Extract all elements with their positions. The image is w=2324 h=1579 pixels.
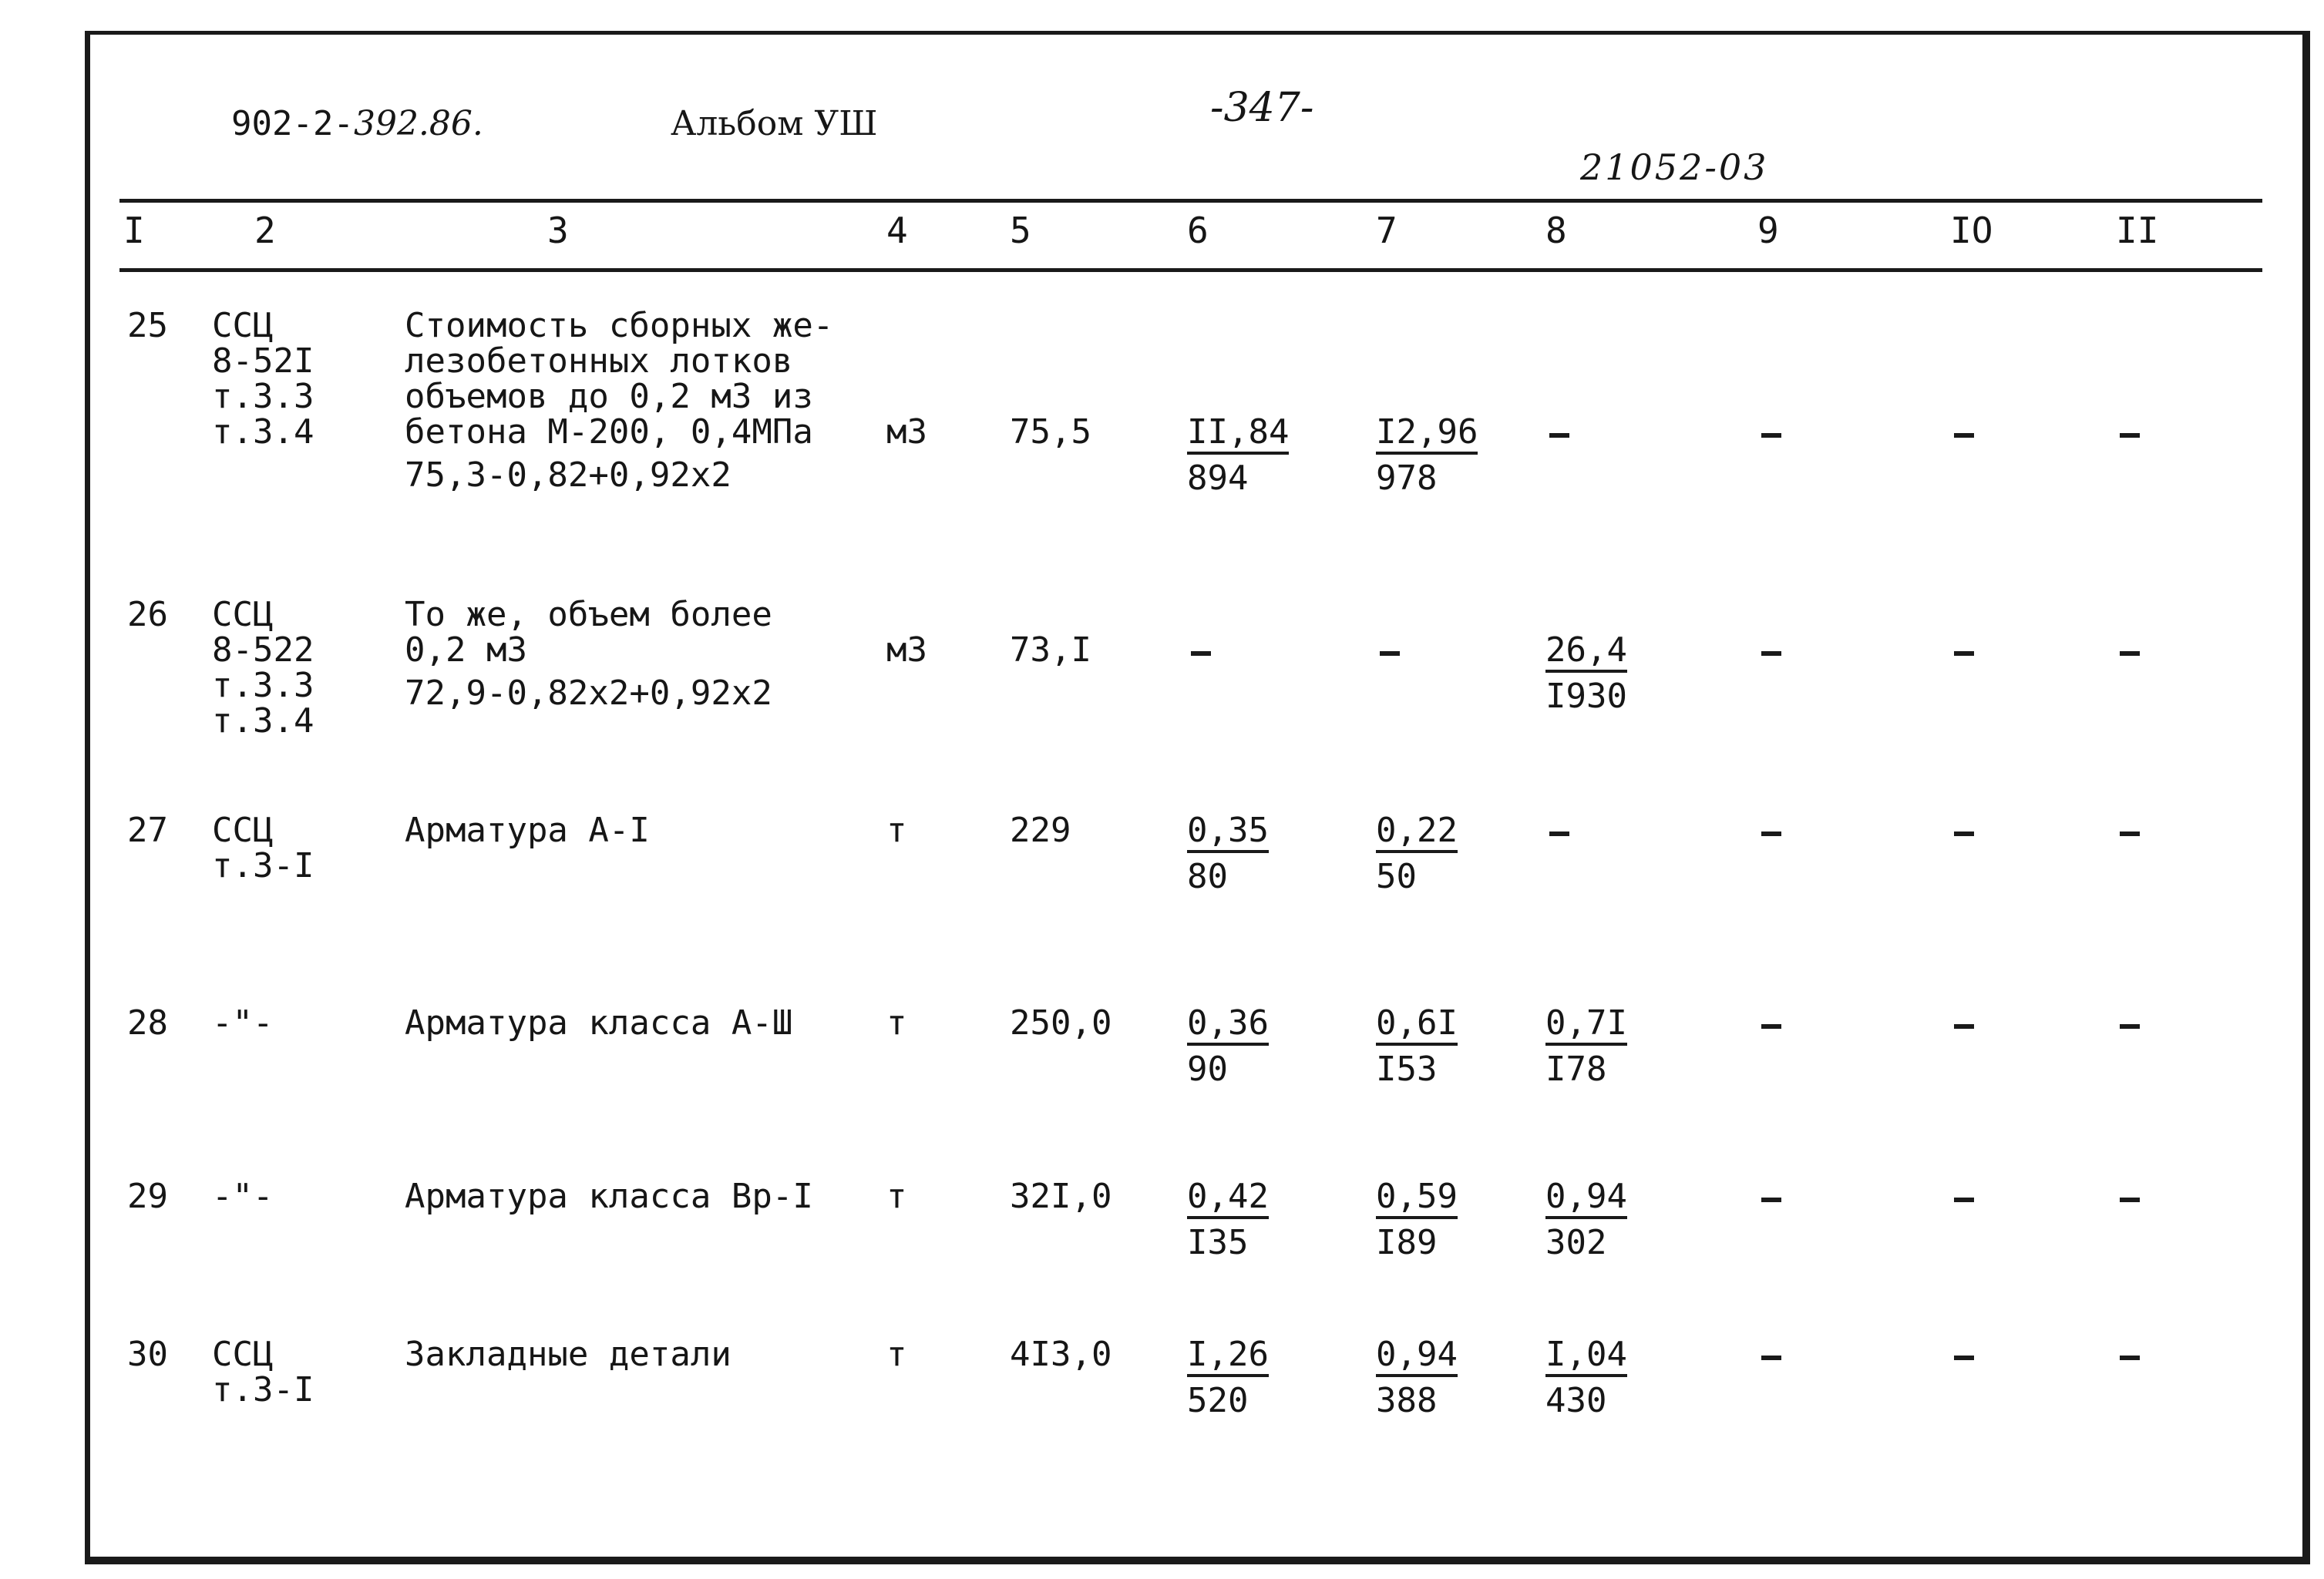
row-c7-value-numerator: I2,96 xyxy=(1376,415,1478,455)
row-description: Арматура А-I xyxy=(405,811,650,850)
row-c8-dash xyxy=(1549,831,1569,836)
row-c7-value-numerator: 0,6I xyxy=(1376,1006,1458,1046)
row-c7-value-denominator: 388 xyxy=(1376,1381,1438,1420)
row-c6-value-numerator: 0,36 xyxy=(1187,1006,1269,1046)
row-c7-value xyxy=(1376,412,1478,498)
row-c10-dash xyxy=(1954,1356,1974,1360)
row-c8-dash xyxy=(1549,433,1569,438)
row-reference: -"- xyxy=(212,1003,274,1043)
row-c7-value xyxy=(1376,1179,1458,1261)
row-c9-dash xyxy=(1761,433,1781,438)
project-code-handwritten: 392.86. xyxy=(353,104,483,143)
row-c7-value-numerator: 0,94 xyxy=(1376,1337,1458,1377)
row-reference: ССЦ 8-522 т.3.3 т.3.4 xyxy=(212,595,314,741)
page-number: -347- xyxy=(1210,85,1314,131)
row-reference: -"- xyxy=(212,1177,274,1216)
row-number: 28 xyxy=(127,1003,168,1043)
row-c8-value-denominator: I930 xyxy=(1545,677,1627,716)
row-formula: 75,3-0,82+0,92х2 xyxy=(405,455,732,495)
row-c7-dash xyxy=(1380,651,1400,656)
row-c6-value-denominator: 80 xyxy=(1187,857,1228,896)
row-c6-value-denominator: 90 xyxy=(1187,1050,1228,1089)
row-c8-value-numerator: 0,94 xyxy=(1545,1179,1627,1219)
header-bottom-rule xyxy=(119,268,2262,272)
row-unit: м3 xyxy=(886,412,927,452)
column-number-2: 2 xyxy=(254,210,276,251)
row-unit: т xyxy=(886,1177,907,1216)
column-number-11: II xyxy=(2116,210,2159,251)
row-c6-value xyxy=(1187,813,1269,895)
row-c6-value-denominator: I35 xyxy=(1187,1223,1249,1262)
row-formula: 72,9-0,82х2+0,92х2 xyxy=(405,674,772,713)
row-number: 26 xyxy=(127,595,168,634)
row-quantity: 75,5 xyxy=(1010,412,1091,452)
column-number-8: 8 xyxy=(1545,210,1567,251)
row-c6-value-numerator: 0,35 xyxy=(1187,813,1269,853)
row-unit: т xyxy=(886,1335,907,1374)
row-unit: т xyxy=(886,1003,907,1043)
row-c9-dash xyxy=(1761,1356,1781,1360)
row-c6-value xyxy=(1187,1337,1269,1419)
row-c8-value xyxy=(1545,1003,1627,1089)
row-c9-dash xyxy=(1761,651,1781,656)
row-c8-value-numerator: 0,7I xyxy=(1545,1006,1627,1046)
row-c6-dash xyxy=(1191,651,1211,656)
row-description: Арматура класса Вр-I xyxy=(405,1177,813,1216)
row-c11-dash xyxy=(2120,1024,2140,1029)
row-c7-value-denominator: I89 xyxy=(1376,1223,1438,1262)
row-unit: м3 xyxy=(886,630,927,670)
row-c8-value-denominator: 302 xyxy=(1545,1223,1607,1262)
column-number-1: I xyxy=(123,210,145,251)
row-c7-value xyxy=(1376,813,1458,895)
row-c6-value-numerator: 0,42 xyxy=(1187,1179,1269,1219)
row-c11-dash xyxy=(2120,1198,2140,1202)
row-c10-dash xyxy=(1954,651,1974,656)
row-c6-value-denominator: 520 xyxy=(1187,1381,1249,1420)
row-c7-value xyxy=(1376,1003,1458,1089)
row-c7-value xyxy=(1376,1337,1458,1419)
row-c6-value-numerator: I,26 xyxy=(1187,1337,1269,1377)
row-c7-value-denominator: 50 xyxy=(1376,857,1417,896)
album-label: Альбом УШ xyxy=(671,104,878,143)
row-description: То же, объем более 0,2 м3 xyxy=(405,595,772,670)
column-number-4: 4 xyxy=(886,210,908,251)
row-description: Закладные детали xyxy=(405,1335,732,1374)
row-c10-dash xyxy=(1954,1024,1974,1029)
row-c6-value xyxy=(1187,412,1290,498)
row-number: 27 xyxy=(127,811,168,850)
column-number-9: 9 xyxy=(1757,210,1779,251)
row-c10-dash xyxy=(1954,831,1974,836)
document-code: 21052-03 xyxy=(1580,146,1769,188)
column-number-10: IO xyxy=(1950,210,1993,251)
row-description: Стоимость сборных же- лезобетонных лотков объемов до 0,2 м3 из бетона М-200, 0,4МПа xyxy=(405,306,834,452)
row-c9-dash xyxy=(1761,1198,1781,1202)
row-c8-value xyxy=(1545,630,1627,716)
row-number: 25 xyxy=(127,306,168,345)
row-c7-value-denominator: I53 xyxy=(1376,1050,1438,1089)
row-c7-value-denominator: 978 xyxy=(1376,459,1438,498)
row-c6-value xyxy=(1187,1003,1269,1089)
row-c6-value xyxy=(1187,1179,1269,1261)
row-c8-value-denominator: I78 xyxy=(1545,1050,1607,1089)
row-c8-value-numerator: I,04 xyxy=(1545,1337,1627,1377)
row-c11-dash xyxy=(2120,651,2140,656)
row-c8-value xyxy=(1545,1179,1627,1261)
row-number: 29 xyxy=(127,1177,168,1216)
project-code xyxy=(231,104,483,143)
column-number-5: 5 xyxy=(1010,210,1031,251)
row-c10-dash xyxy=(1954,433,1974,438)
row-c10-dash xyxy=(1954,1198,1974,1202)
row-quantity: 250,0 xyxy=(1010,1003,1112,1043)
row-quantity: 73,I xyxy=(1010,630,1091,670)
row-description: Арматура класса А-Ш xyxy=(405,1003,793,1043)
row-c6-value-numerator: II,84 xyxy=(1187,415,1289,455)
row-c11-dash xyxy=(2120,433,2140,438)
row-reference: ССЦ т.3-I xyxy=(212,1335,314,1409)
row-c11-dash xyxy=(2120,1356,2140,1360)
row-quantity: 4I3,0 xyxy=(1010,1335,1112,1374)
column-number-6: 6 xyxy=(1187,210,1209,251)
row-unit: т xyxy=(886,811,907,850)
row-c9-dash xyxy=(1761,831,1781,836)
row-number: 30 xyxy=(127,1335,168,1374)
row-c9-dash xyxy=(1761,1024,1781,1029)
row-c8-value xyxy=(1545,1337,1627,1419)
row-quantity: 32I,0 xyxy=(1010,1177,1112,1216)
row-quantity: 229 xyxy=(1010,811,1071,850)
row-c8-value-denominator: 430 xyxy=(1545,1381,1607,1420)
row-c7-value-numerator: 0,59 xyxy=(1376,1179,1458,1219)
row-reference: ССЦ 8-52I т.3.3 т.3.4 xyxy=(212,306,314,452)
row-c11-dash xyxy=(2120,831,2140,836)
row-c6-value-denominator: 894 xyxy=(1187,459,1249,498)
column-number-7: 7 xyxy=(1376,210,1397,251)
header-top-rule xyxy=(119,199,2262,203)
column-number-3: 3 xyxy=(547,210,569,251)
row-c7-value-numerator: 0,22 xyxy=(1376,813,1458,853)
project-code-printed: 902-2- xyxy=(231,104,354,143)
row-c8-value-numerator: 26,4 xyxy=(1545,633,1627,673)
row-reference: ССЦ т.3-I xyxy=(212,811,314,885)
